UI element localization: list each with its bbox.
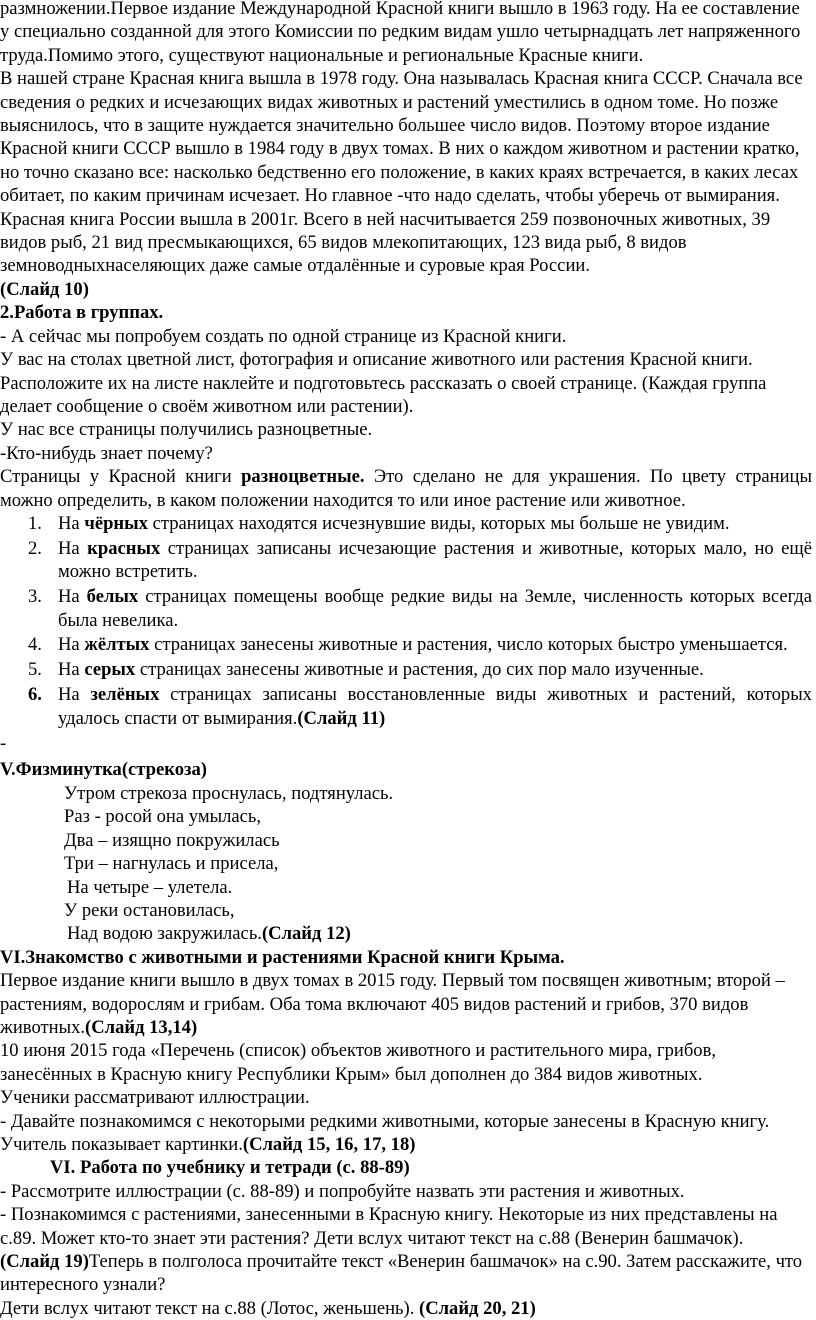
dash-line: - bbox=[0, 733, 7, 755]
heading-group-work: 2.Работа в группах. bbox=[0, 302, 164, 324]
poem-line: Два – изящно покружилась bbox=[64, 829, 280, 851]
book-line-2: - Познакомимся с растениями, занесенными в Красную книгу. Некоторые из них представлены на с.89. Может кто-то знает эти растения? Дети вслух читают текст на с.88 (Венерин башмачок). bbox=[0, 1204, 778, 1249]
poem-line: Над водою закружилась.(Слайд 12) bbox=[67, 923, 351, 945]
paragraph-ussr-book bbox=[0, 67, 812, 278]
crimea-line-4: - Давайте познакомимся с некоторыми редкими животными, которые занесены в Красную книгу. bbox=[0, 1110, 770, 1132]
slide-10-ref: (Слайд 10) bbox=[0, 278, 89, 300]
poem bbox=[0, 782, 812, 946]
poem-line: Три – нагнулась и присела, bbox=[64, 853, 279, 875]
list-item: 3. На белых страницах помещены вообще редкие виды на Земле, численность которых всегда была невелика. bbox=[28, 586, 812, 631]
group-line-3: У нас все страницы получились разноцветные. bbox=[0, 419, 373, 441]
crimea-line-2: 10 июня 2015 года «Перечень (список) объектов животного и растительного мира, грибов, занесённых в Красную книгу Республики Крым» был дополнен до 384 видов животных. bbox=[0, 1040, 717, 1085]
heading-textbook: VI. Работа по учебнику и тетради (с. 88-89) bbox=[50, 1157, 410, 1179]
list-item: 4. На жёлтых страницах занесены животные и растения, число которых быстро уменьшается. bbox=[28, 634, 788, 656]
heading-fizminutka: V.Физминутка(стрекоза) bbox=[0, 758, 207, 780]
poem-line: У реки остановилась, bbox=[64, 899, 235, 921]
paragraph-ussr-text: В нашей стране Красная книга вышла в 1978 году. Она называлась Красная книга СССР. Сначала все сведения о редких и исчезающих видах животных и растений уместились в одном томе. Но позже выяснилось, что в защите нуждается значительно большее число видов. Поэтому второе издание Красной книги СССР вышло в 1984 году в двух томах. В них о каждом животном и растении кратко, но точно сказано все: насколько бедственно его положение, в каких краях встречается, в каких лесах обитает, по каким причинам исчезает. Но главное -что надо сделать, чтобы уберечь от вымирания. Красная книга России вышла в 2001г. Всего в ней насчитывается 259 позвоночных животных, 39 видов рыб, 21 вид пресмыкающихся, 65 видов млекопитающих, 123 вида рыб, 8 видов земноводныхнаселяющих даже самые отдалённые и суровые края России. bbox=[0, 68, 803, 277]
poem-line: Утром стрекоза проснулась, подтянулась. bbox=[64, 782, 394, 804]
page-colors-list bbox=[0, 512, 812, 730]
list-item: 1. На чёрных страницах находятся исчезнувшие виды, которых мы больше не увидим. bbox=[28, 512, 730, 534]
list-item: 6. На зелёных страницах записаны восстановленные виды животных и растений, которых удалось спасти от вымирания.(Слайд 11) bbox=[28, 684, 812, 729]
group-line-5: Страницы у Красной книги разноцветные. Это сделано не для украшения. По цвету страницы можно определить, в каком положении находится то или иное растение или животное. bbox=[0, 466, 812, 511]
heading-crimea: VI.Знакомство с животными и растениями Красной книги Крыма. bbox=[0, 946, 565, 968]
crimea-line-5: Учитель показывает картинки.(Слайд 15, 16, 17, 18) bbox=[0, 1134, 416, 1155]
group-line-2: У вас на столах цветной лист, фотография и описание животного или растения Красной книги. Расположите их на листе наклейте и подготовьтесь рассказать о своей странице. (Каждая группа делает сообщение о своём животном или растении). bbox=[0, 349, 767, 417]
book-line-1: - Рассмотрите иллюстрации (с. 88-89) и попробуйте назвать эти растения и животных. bbox=[0, 1180, 685, 1202]
crimea-line-3: Ученики рассматривают иллюстрации. bbox=[0, 1087, 310, 1109]
list-item: 5. На серых страницах занесены животные и растения, до сих пор мало изученные. bbox=[28, 659, 704, 681]
paragraph-intro: размножении.Первое издание Международной Красной книги вышло в 1963 году. На ее составление у специально созданной для этого Комиссии по редким видам ушло четырнадцать лет напряженного труда.Помимо этого, существуют национальные и региональные Красные книги. bbox=[0, 0, 801, 66]
poem-line: Раз - росой она умылась, bbox=[64, 806, 262, 828]
book-line-4: Дети вслух читают текст на с.88 (Лотос, женьшень). (Слайд 20, 21) bbox=[0, 1297, 536, 1319]
crimea-line-1: Первое издание книги вышло в двух томах в 2015 году. Первый том посвящен животным; второй – растениям, водорослям и грибам. Оба тома включают 405 видов растений и грибов, 370 видов животных.(Слайд 13,14) bbox=[0, 970, 785, 1038]
poem-line: На четыре – улетела. bbox=[67, 876, 233, 898]
book-line-3: (Слайд 19)Теперь в полголоса прочитайте текст «Венерин башмачок» на с.90. Затем расскажите, что интересного узнали? bbox=[0, 1251, 803, 1296]
group-line-4: -Кто-нибудь знает почему? bbox=[0, 442, 213, 464]
group-line-1: - А сейчас мы попробуем создать по одной странице из Красной книги. bbox=[0, 325, 567, 347]
list-item: 2. На красных страницах записаны исчезающие растения и животные, которых мало, но ещё можно встретить. bbox=[28, 537, 812, 583]
